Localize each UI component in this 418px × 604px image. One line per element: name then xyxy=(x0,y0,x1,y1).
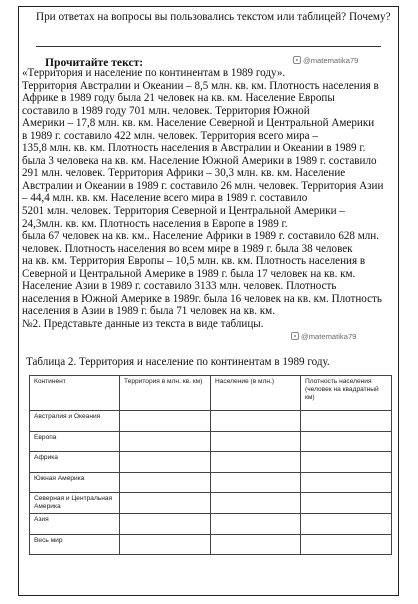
paragraph-line: 135,8 млн. кв. км. Плотность населения в Австралии и Океании в 1989 г. xyxy=(22,142,366,155)
paragraph-line: «Территория и население по континентам в 1989 году». xyxy=(22,67,286,79)
territory-cell xyxy=(120,411,211,432)
question-top: При ответах на вопросы вы пользовались текстом или таблицей? Почему? xyxy=(36,11,391,23)
territory-cell xyxy=(120,534,211,555)
table-caption: Таблица 2. Территория и население по континентам в 1989 году. xyxy=(26,356,330,368)
text-paragraph xyxy=(22,67,382,330)
paragraph-line: Америки – 17,8 млн. кв. км. Население Северной и Центральной Америки xyxy=(22,117,375,130)
column-header-territory: Территория в млн. кв. км) xyxy=(120,376,211,411)
paragraph-line: населения в Южной Америке в 1989г. была 16 человек на кв. км. Плотность xyxy=(22,292,382,305)
paragraph-line: Северной и Центральной Америке в 1989 г. была 17 человек на кв. км. xyxy=(22,267,356,280)
table-row xyxy=(30,493,392,514)
population-cell xyxy=(211,431,301,452)
paragraph-line: 291 млн. человек. Территория Африки – 30,3 млн. кв. км. Население xyxy=(22,167,346,180)
data-table xyxy=(29,375,392,555)
paragraph-line: 24,3млн. кв. км. Плотность населения в Европе в 1989 г. xyxy=(22,217,288,230)
continent-cell: Австралия и Океания xyxy=(30,411,120,432)
population-cell xyxy=(211,514,301,535)
paragraph-line: на кв. км. Территория Европы – 10,5 млн. кв. км. Плотность населения в xyxy=(22,255,366,268)
paragraph-line: Австралии и Океании в 1989 г. составило 26 млн. человек. Территория Азии xyxy=(22,179,384,192)
paragraph-line: Территория Австралии и Океании – 8,5 млн. кв. км. Плотность населения в xyxy=(22,79,379,92)
density-cell xyxy=(301,493,392,514)
population-cell xyxy=(211,472,301,493)
density-cell xyxy=(301,411,392,432)
answer-line xyxy=(36,46,381,47)
watermark-text: @matematika79 xyxy=(303,56,359,65)
territory-cell xyxy=(120,472,211,493)
density-cell xyxy=(301,472,392,493)
table-row xyxy=(30,534,392,555)
column-header-population: Население (в млн.) xyxy=(211,376,301,411)
paragraph-line: Население Азии в 1989 г. составило 3133 млн. человек. Плотность xyxy=(22,280,337,293)
population-cell xyxy=(211,411,301,432)
population-cell xyxy=(211,452,301,473)
paragraph-line: населения в Азии в 1989 г. была 71 человек на кв. км. xyxy=(22,305,275,318)
territory-cell xyxy=(120,514,211,535)
table-row xyxy=(30,514,392,535)
watermark-bottom xyxy=(291,332,356,341)
read-text-heading: Прочитайте текст: xyxy=(45,56,144,69)
paragraph-line: Африке в 1989 году была 21 человек на кв. км. Население Европы xyxy=(22,92,335,105)
table-row xyxy=(30,452,392,473)
population-cell xyxy=(211,534,301,555)
paragraph-line: – 44,4 млн. кв. км. Население всего мира в 1989 г. составило xyxy=(22,192,308,205)
paragraph-line: была 67 человек на кв. км.. Население Африки в 1989 г. составило 628 млн. xyxy=(22,230,380,243)
task-2-instruction: №2. Представьте данные из текста в виде таблицы. xyxy=(22,317,264,330)
territory-cell xyxy=(120,493,211,514)
column-header-density: Плотность населения (человек на квадратный км) xyxy=(301,376,392,411)
watermark-text: @matematika79 xyxy=(301,332,357,341)
territory-cell xyxy=(120,431,211,452)
continent-cell: Южная Америка xyxy=(30,472,120,493)
paragraph-line: была 3 человека на кв. км. Население Южной Америки в 1989 г. составило xyxy=(22,154,377,167)
density-cell xyxy=(301,534,392,555)
density-cell xyxy=(301,514,392,535)
paragraph-line: 5201 млн. человек. Территория Северной и Центральной Америки – xyxy=(22,205,345,218)
table-row xyxy=(30,472,392,493)
paragraph-line: в 1989 г. составило 422 млн. человек. Территория всего мира – xyxy=(22,129,318,142)
watermark-top xyxy=(293,56,358,65)
paragraph-line: составило в 1989 году 701 млн. человек. Территория Южной xyxy=(22,104,310,117)
population-cell xyxy=(211,493,301,514)
continent-cell: Азия xyxy=(30,514,120,535)
instagram-icon xyxy=(291,332,299,340)
table-row xyxy=(30,411,392,432)
density-cell xyxy=(301,452,392,473)
instagram-icon xyxy=(293,56,301,64)
continent-cell: Северная и Центральная Америка xyxy=(30,493,120,514)
table-row xyxy=(30,431,392,452)
territory-cell xyxy=(120,452,211,473)
continent-cell: Европа xyxy=(30,431,120,452)
column-header-continent: Континент xyxy=(30,376,120,411)
density-cell xyxy=(301,431,392,452)
continent-cell: Весь мир xyxy=(30,534,120,555)
continent-cell: Африка xyxy=(30,452,120,473)
paragraph-line: человек. Плотность населения во всем мире в 1989 г. была 38 человек xyxy=(22,242,353,255)
table-header-row xyxy=(30,376,392,411)
